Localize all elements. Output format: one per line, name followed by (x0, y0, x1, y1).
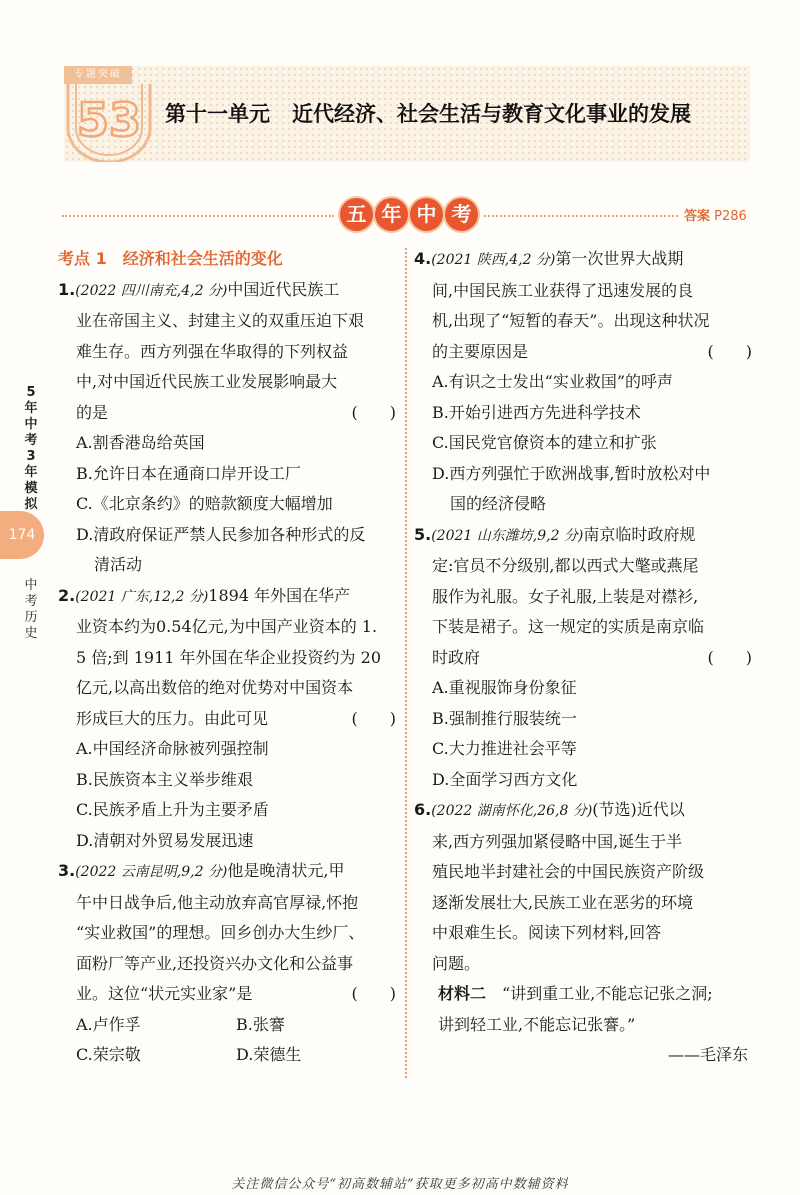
question-stem: 间,中国民族工业获得了迅速发展的良 (432, 280, 694, 300)
question-stem: 问题。 (432, 953, 481, 973)
logo-text: 53 (76, 93, 142, 147)
question-stem: 殖民地半封建社会的中国民族资产阶级 (432, 862, 705, 881)
banner-char: 中 (410, 198, 443, 231)
option-c: C.《北京条约》的赔款额度大幅增加 (76, 494, 333, 513)
option-b: B.民族资本主义举步维艰 (76, 769, 253, 789)
page-number: 174 (0, 511, 44, 559)
topic-badge: 专题突破 (64, 66, 132, 84)
question-stem: 亿元,以高出数倍的绝对优势对中国资本 (76, 678, 354, 697)
material-label: 材料二 (438, 984, 487, 1003)
option-d: D.荣德生 (236, 1045, 302, 1064)
answer-label: 答案 (684, 209, 711, 224)
question-stem: 业在帝国主义、封建主义的双重压迫下艰 (76, 311, 365, 330)
question-5 (414, 520, 752, 796)
question-source: (2022 云南昆明,9,2 分) (75, 864, 228, 880)
question-source: (2021 广东,12,2 分) (75, 588, 209, 605)
question-number: 6. (414, 800, 432, 819)
answer-blank: ( ) (351, 402, 396, 422)
question-stem: 的是 (76, 402, 109, 422)
question-stem: 的主要原因是 (432, 341, 529, 361)
subject-label: 中考历史 (24, 578, 38, 641)
question-3 (58, 856, 396, 1071)
question-number: 4. (414, 249, 432, 268)
question-stem: 业。这位“状元实业家”是 (76, 984, 253, 1003)
material-text: “讲到重工业,不能忘记张之洞; (502, 984, 713, 1003)
question-1 (58, 275, 396, 581)
question-source: (2021 陕西,4,2 分) (431, 252, 556, 268)
unit-title (165, 98, 691, 128)
option-a: A.重视服饰身份象征 (432, 678, 577, 697)
question-stem: 第一次世界大战期 (555, 249, 684, 268)
question-number: 2. (58, 585, 76, 605)
answer-reference (684, 205, 747, 224)
question-stem: 业资本约为0.54亿元,为中国产业资本的 1. (76, 617, 378, 636)
column-divider (405, 248, 407, 1078)
option-c: C.民族矛盾上升为主要矛盾 (76, 800, 269, 819)
question-stem: 定:官员不分级别,都以西式大氅或燕尾 (432, 556, 699, 575)
question-stem: 逐渐发展壮大,民族工业在恶劣的环境 (432, 892, 694, 912)
question-stem: 中艰难生长。阅读下列材料,回答 (432, 923, 662, 942)
question-2 (58, 581, 396, 857)
option-a: A.有识之士发出“实业救国”的呼声 (432, 372, 674, 391)
question-number: 3. (58, 861, 76, 880)
answer-blank: ( ) (707, 341, 752, 361)
left-column (58, 244, 396, 1071)
banner-dotline-left (62, 215, 334, 217)
question-number: 1. (58, 279, 76, 299)
question-stem: 形成巨大的压力。由此可见 (76, 708, 269, 728)
book-title: 5年中考3年模拟 (24, 385, 38, 512)
question-stem: 1894 年外国在华产 (208, 585, 351, 605)
question-stem: 难生存。西方列强在华取得的下列权益 (76, 341, 349, 361)
option-d-continued: 国的经济侵略 (450, 494, 547, 513)
banner-dotline-right (484, 215, 678, 217)
question-source: (2022 四川南充,4,2 分) (75, 282, 228, 299)
option-b: B.开始引进西方先进科学技术 (432, 402, 641, 422)
unit-label: 第十一单元 (165, 102, 270, 126)
question-stem: 中,对中国近代民族工业发展影响最大 (76, 372, 338, 391)
banner-char: 年 (375, 198, 408, 231)
question-stem: “实业救国”的理想。回乡创办大生纱厂、 (76, 923, 365, 942)
logo-53-icon (64, 84, 154, 162)
option-a: A.割香港岛给英国 (76, 433, 205, 452)
question-6 (414, 795, 752, 1071)
material-text: 讲到轻工业,不能忘记张謇。” (438, 1014, 636, 1034)
question-stem: 下装是裙子。这一规定的实质是南京临 (432, 617, 705, 636)
footer-note: 关注微信公众号“初高数辅站”获取更多初高中数辅资料 (231, 1177, 569, 1192)
question-stem: 时政府 (432, 647, 481, 667)
unit-name: 近代经济、社会生活与教育文化事业的发展 (292, 102, 691, 126)
question-stem: 午中日战争后,他主动放弃高官厚禄,怀抱 (76, 892, 359, 912)
question-stem: 机,出现了“短暂的春天”。出现这种状况 (432, 311, 710, 330)
option-b: B.张謇 (236, 1014, 285, 1034)
question-stem: 服作为礼服。女子礼服,上装是对襟衫, (432, 586, 699, 606)
question-stem: 来,西方列强加紧侵略中国,诞生于半 (432, 831, 683, 851)
question-stem: 5 倍;到 1911 年外国在华企业投资约为 20 (76, 647, 381, 667)
option-d: D.清朝对外贸易发展迅速 (76, 830, 254, 850)
option-c: C.荣宗敬 (76, 1045, 141, 1064)
question-source: (2021 山东潍坊,9,2 分) (431, 527, 584, 544)
answer-blank: ( ) (351, 984, 396, 1003)
option-d: D.清政府保证严禁人民参加各种形式的反 (76, 524, 366, 544)
option-b: B.允许日本在通商口岸开设工厂 (76, 463, 301, 483)
answer-blank: ( ) (707, 647, 752, 667)
material-quote (414, 979, 752, 1010)
option-c: C.国民党官僚资本的建立和扩张 (432, 433, 657, 452)
option-a: A.卢作孚 (76, 1014, 141, 1034)
question-stem: (节选)近代以 (592, 800, 685, 819)
option-a: A.中国经济命脉被列强控制 (76, 739, 269, 758)
question-stem: 他是晚清状元,甲 (227, 861, 345, 880)
material-signature: ——毛泽东 (667, 1045, 748, 1064)
question-number: 5. (414, 524, 432, 544)
question-source: (2022 湖南怀化,26,8 分) (431, 803, 593, 819)
option-d: D.西方列强忙于欧洲战事,暂时放松对中 (432, 463, 711, 483)
option-c: C.大力推进社会平等 (432, 739, 577, 758)
banner-char: 五 (340, 198, 373, 231)
section-heading: 考点 1 经济和社会生活的变化 (58, 249, 283, 268)
answer-page: P286 (714, 209, 747, 224)
option-d: D.全面学习西方文化 (432, 769, 578, 789)
option-d-continued: 清活动 (94, 555, 143, 574)
banner-char: 考 (445, 198, 478, 231)
option-b: B.强制推行服装统一 (432, 708, 577, 728)
question-stem: 南京临时政府规 (583, 524, 696, 544)
section-banner (340, 198, 478, 234)
answer-blank: ( ) (351, 708, 396, 728)
question-4 (414, 244, 752, 520)
right-column (414, 244, 752, 1071)
question-stem: 中国近代民族工 (227, 279, 340, 299)
question-stem: 面粉厂等产业,还投资兴办文化和公益事 (76, 953, 354, 973)
